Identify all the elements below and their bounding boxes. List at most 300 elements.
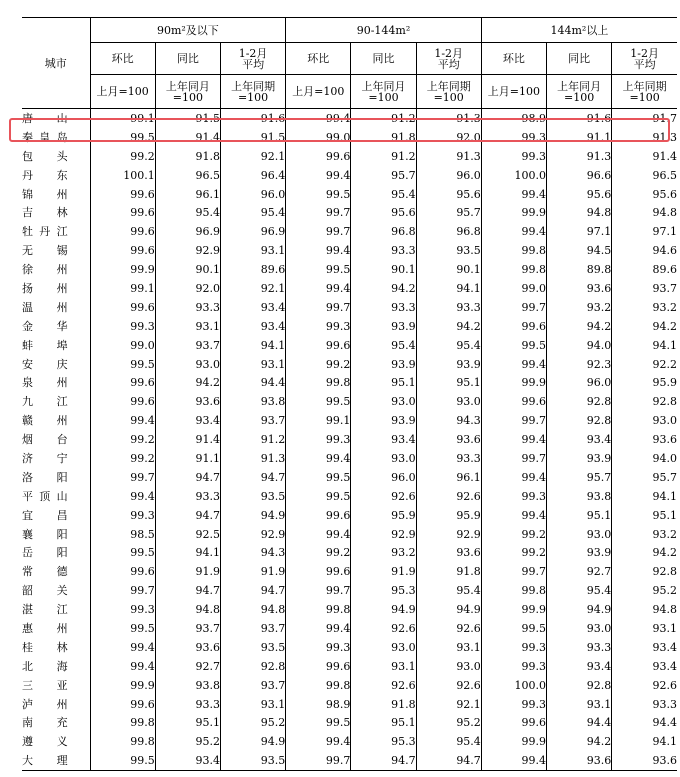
value-cell: 93.1 (612, 619, 677, 638)
value-cell: 99.0 (286, 128, 351, 147)
value-cell: 99.7 (481, 449, 546, 468)
value-cell: 94.2 (547, 317, 612, 336)
value-cell: 94.7 (220, 468, 285, 487)
value-cell: 94.3 (416, 411, 481, 430)
value-cell: 91.4 (155, 128, 220, 147)
value-cell: 94.0 (612, 449, 677, 468)
value-cell: 91.8 (155, 147, 220, 166)
value-cell: 94.3 (220, 543, 285, 562)
value-cell: 99.8 (90, 732, 155, 751)
value-cell: 93.9 (351, 411, 416, 430)
value-cell: 93.3 (416, 298, 481, 317)
value-cell: 99.3 (90, 600, 155, 619)
value-cell: 99.9 (481, 600, 546, 619)
value-cell: 94.2 (155, 373, 220, 392)
value-cell: 99.9 (90, 676, 155, 695)
value-cell: 95.2 (155, 732, 220, 751)
value-cell: 92.7 (547, 562, 612, 581)
value-cell: 94.7 (220, 581, 285, 600)
value-cell: 94.4 (220, 373, 285, 392)
value-cell: 94.2 (612, 317, 677, 336)
value-cell: 93.6 (547, 751, 612, 770)
value-cell: 93.3 (155, 487, 220, 506)
value-cell: 95.4 (220, 203, 285, 222)
value-cell: 92.6 (351, 676, 416, 695)
value-cell: 93.3 (547, 638, 612, 657)
table-row (22, 298, 677, 317)
value-cell: 99.0 (481, 279, 546, 298)
value-cell: 92.1 (416, 695, 481, 714)
value-cell: 91.1 (155, 449, 220, 468)
value-cell: 89.8 (547, 260, 612, 279)
table-row (22, 657, 677, 676)
value-cell: 92.6 (612, 676, 677, 695)
value-cell: 91.2 (220, 430, 285, 449)
value-cell: 91.7 (612, 109, 677, 128)
value-cell: 99.0 (90, 336, 155, 355)
value-cell: 96.4 (220, 166, 285, 185)
value-cell: 98.9 (481, 109, 546, 128)
value-cell: 93.6 (155, 392, 220, 411)
city-cell: 桂 林 (22, 640, 68, 654)
value-cell: 93.6 (416, 430, 481, 449)
city-cell: 丹 东 (22, 168, 68, 182)
value-cell: 94.7 (416, 751, 481, 770)
table-row (22, 373, 677, 392)
metric-header: 同比 (351, 43, 416, 75)
value-cell: 95.1 (612, 506, 677, 525)
value-cell: 97.1 (547, 222, 612, 241)
value-cell: 93.6 (612, 751, 677, 770)
value-cell: 98.5 (90, 525, 155, 544)
city-cell: 大 理 (22, 751, 90, 770)
value-cell: 94.9 (351, 600, 416, 619)
value-cell: 92.9 (351, 525, 416, 544)
value-cell: 95.2 (220, 714, 285, 733)
base-header: 上年同月 =100 (547, 75, 612, 109)
value-cell: 99.6 (286, 506, 351, 525)
value-cell: 93.3 (351, 241, 416, 260)
value-cell: 94.7 (155, 506, 220, 525)
value-cell: 93.7 (155, 619, 220, 638)
value-cell: 92.0 (155, 279, 220, 298)
value-cell: 92.1 (220, 279, 285, 298)
table-row (22, 638, 677, 657)
value-cell: 91.8 (416, 562, 481, 581)
city-cell: 包 头 (22, 149, 68, 163)
value-cell: 93.6 (547, 279, 612, 298)
table-row (22, 468, 677, 487)
value-cell: 99.6 (286, 657, 351, 676)
value-cell: 93.4 (612, 657, 677, 676)
table-row (22, 487, 677, 506)
city-cell: 锦 州 (22, 187, 68, 201)
header-row-groups (22, 18, 677, 43)
value-cell: 93.8 (155, 676, 220, 695)
value-cell: 99.3 (481, 147, 546, 166)
city-cell: 惠 州 (22, 621, 68, 635)
table-row (22, 714, 677, 733)
value-cell: 92.6 (351, 487, 416, 506)
value-cell: 91.6 (547, 109, 612, 128)
value-cell: 99.3 (481, 487, 546, 506)
table-row (22, 147, 677, 166)
metric-header: 环比 (286, 43, 351, 75)
value-cell: 96.0 (547, 373, 612, 392)
value-cell: 91.9 (220, 562, 285, 581)
value-cell: 93.0 (351, 449, 416, 468)
value-cell: 95.9 (416, 506, 481, 525)
value-cell: 95.7 (547, 468, 612, 487)
table-row (22, 392, 677, 411)
value-cell: 92.8 (612, 392, 677, 411)
table-row (22, 336, 677, 355)
group-header-large: 144m²以上 (481, 18, 677, 43)
group-header-small: 90m²及以下 (90, 18, 286, 43)
value-cell: 99.7 (286, 751, 351, 770)
value-cell: 95.6 (416, 185, 481, 204)
value-cell: 94.1 (612, 487, 677, 506)
value-cell: 93.3 (155, 298, 220, 317)
value-cell: 93.3 (351, 298, 416, 317)
value-cell: 99.4 (481, 430, 546, 449)
value-cell: 93.9 (547, 449, 612, 468)
group-header-medium: 90-144m² (286, 18, 482, 43)
base-header: 上月=100 (90, 75, 155, 109)
value-cell: 99.5 (286, 260, 351, 279)
value-cell: 92.8 (220, 657, 285, 676)
city-cell: 常 德 (22, 565, 68, 579)
value-cell: 93.2 (612, 298, 677, 317)
value-cell: 95.1 (416, 373, 481, 392)
value-cell: 99.4 (286, 732, 351, 751)
value-cell: 93.1 (155, 317, 220, 336)
value-cell: 99.6 (90, 695, 155, 714)
value-cell: 95.3 (351, 581, 416, 600)
value-cell: 99.6 (90, 373, 155, 392)
value-cell: 93.7 (612, 279, 677, 298)
value-cell: 99.7 (286, 298, 351, 317)
header-row-metrics (22, 43, 677, 75)
value-cell: 94.7 (351, 751, 416, 770)
value-cell: 99.4 (481, 355, 546, 374)
value-cell: 93.1 (220, 695, 285, 714)
city-cell: 赣 州 (22, 414, 68, 428)
city-cell: 北 海 (22, 659, 68, 673)
value-cell: 99.4 (481, 506, 546, 525)
value-cell: 92.6 (416, 619, 481, 638)
value-cell: 95.1 (351, 714, 416, 733)
value-cell: 91.3 (612, 128, 677, 147)
value-cell: 93.4 (612, 638, 677, 657)
value-cell: 99.5 (481, 336, 546, 355)
value-cell: 94.1 (416, 279, 481, 298)
value-cell: 95.9 (351, 506, 416, 525)
value-cell: 99.6 (90, 392, 155, 411)
value-cell: 94.2 (351, 279, 416, 298)
value-cell: 99.7 (90, 468, 155, 487)
table-row (22, 166, 677, 185)
value-cell: 93.5 (220, 487, 285, 506)
value-cell: 100.1 (90, 166, 155, 185)
value-cell: 99.2 (481, 543, 546, 562)
city-cell: 韶 关 (22, 584, 68, 598)
value-cell: 99.4 (481, 751, 546, 770)
value-cell: 99.2 (90, 147, 155, 166)
value-cell: 99.5 (481, 619, 546, 638)
table-row (22, 751, 677, 770)
value-cell: 95.3 (351, 732, 416, 751)
value-cell: 93.4 (547, 657, 612, 676)
value-cell: 95.6 (612, 185, 677, 204)
value-cell: 95.4 (416, 581, 481, 600)
value-cell: 99.6 (286, 147, 351, 166)
value-cell: 93.0 (547, 525, 612, 544)
table-row (22, 506, 677, 525)
value-cell: 99.4 (90, 487, 155, 506)
value-cell: 99.1 (90, 279, 155, 298)
value-cell: 93.0 (155, 355, 220, 374)
value-cell: 99.4 (286, 279, 351, 298)
value-cell: 99.4 (90, 638, 155, 657)
value-cell: 93.4 (155, 751, 220, 770)
table-row (22, 562, 677, 581)
table-row (22, 449, 677, 468)
value-cell: 99.8 (481, 581, 546, 600)
value-cell: 99.3 (481, 657, 546, 676)
value-cell: 93.0 (416, 392, 481, 411)
value-cell: 95.7 (416, 203, 481, 222)
table-row (22, 543, 677, 562)
base-header: 上年同期 =100 (612, 75, 677, 109)
value-cell: 92.0 (416, 128, 481, 147)
value-cell: 90.1 (155, 260, 220, 279)
value-cell: 93.0 (547, 619, 612, 638)
table-row (22, 600, 677, 619)
value-cell: 93.2 (351, 543, 416, 562)
value-cell: 93.3 (416, 449, 481, 468)
value-cell: 96.1 (416, 468, 481, 487)
value-cell: 95.4 (416, 336, 481, 355)
value-cell: 94.9 (416, 600, 481, 619)
value-cell: 95.4 (547, 581, 612, 600)
value-cell: 91.4 (612, 147, 677, 166)
table-row (22, 260, 677, 279)
value-cell: 94.9 (220, 506, 285, 525)
value-cell: 95.6 (547, 185, 612, 204)
value-cell: 95.9 (612, 373, 677, 392)
value-cell: 94.8 (612, 203, 677, 222)
value-cell: 95.2 (612, 581, 677, 600)
value-cell: 93.0 (351, 638, 416, 657)
value-cell: 99.1 (286, 411, 351, 430)
value-cell: 99.5 (90, 128, 155, 147)
table-row (22, 411, 677, 430)
value-cell: 94.5 (547, 241, 612, 260)
value-cell: 94.8 (155, 600, 220, 619)
metric-header: 1-2月 平均 (612, 43, 677, 75)
value-cell: 99.6 (481, 392, 546, 411)
value-cell: 94.8 (220, 600, 285, 619)
value-cell: 99.8 (481, 260, 546, 279)
value-cell: 91.2 (351, 109, 416, 128)
value-cell: 92.3 (547, 355, 612, 374)
value-cell: 92.8 (547, 676, 612, 695)
value-cell: 93.0 (351, 392, 416, 411)
metric-header: 环比 (481, 43, 546, 75)
value-cell: 93.7 (220, 411, 285, 430)
value-cell: 96.9 (155, 222, 220, 241)
value-cell: 99.9 (90, 260, 155, 279)
value-cell: 93.1 (547, 695, 612, 714)
price-index-table (22, 17, 677, 771)
table-row (22, 695, 677, 714)
value-cell: 93.1 (220, 355, 285, 374)
value-cell: 94.1 (612, 336, 677, 355)
table-row (22, 279, 677, 298)
city-cell: 湛 江 (22, 603, 68, 617)
value-cell: 94.1 (220, 336, 285, 355)
table-row (22, 203, 677, 222)
value-cell: 99.8 (286, 676, 351, 695)
value-cell: 99.4 (286, 619, 351, 638)
value-cell: 99.5 (286, 185, 351, 204)
city-cell: 徐 州 (22, 263, 68, 277)
value-cell: 99.9 (481, 732, 546, 751)
value-cell: 92.2 (612, 355, 677, 374)
value-cell: 99.4 (481, 468, 546, 487)
value-cell: 99.7 (90, 581, 155, 600)
value-cell: 99.4 (286, 166, 351, 185)
value-cell: 93.3 (612, 695, 677, 714)
table-row (22, 525, 677, 544)
city-cell: 襄 阳 (22, 527, 68, 541)
value-cell: 95.1 (547, 506, 612, 525)
value-cell: 94.1 (155, 543, 220, 562)
value-cell: 99.4 (286, 525, 351, 544)
value-cell: 95.4 (351, 185, 416, 204)
city-cell: 无 锡 (22, 244, 68, 258)
value-cell: 90.1 (416, 260, 481, 279)
table-row (22, 732, 677, 751)
value-cell: 95.1 (351, 373, 416, 392)
value-cell: 96.5 (155, 166, 220, 185)
value-cell: 91.8 (351, 128, 416, 147)
value-cell: 99.6 (90, 241, 155, 260)
city-cell: 九 江 (22, 395, 68, 409)
value-cell: 95.1 (155, 714, 220, 733)
value-cell: 100.0 (481, 676, 546, 695)
value-cell: 99.4 (286, 109, 351, 128)
value-cell: 91.9 (351, 562, 416, 581)
city-cell: 唐 山 (22, 111, 68, 125)
value-cell: 99.9 (481, 373, 546, 392)
value-cell: 94.2 (547, 732, 612, 751)
base-header: 上月=100 (481, 75, 546, 109)
value-cell: 89.6 (612, 260, 677, 279)
value-cell: 91.1 (547, 128, 612, 147)
value-cell: 99.7 (481, 562, 546, 581)
value-cell: 91.3 (547, 147, 612, 166)
value-cell: 94.2 (612, 543, 677, 562)
value-cell: 96.8 (351, 222, 416, 241)
value-cell: 93.9 (416, 355, 481, 374)
value-cell: 92.6 (416, 487, 481, 506)
value-cell: 93.7 (220, 619, 285, 638)
value-cell: 95.4 (155, 203, 220, 222)
value-cell: 92.9 (416, 525, 481, 544)
value-cell: 99.5 (90, 751, 155, 770)
value-cell: 93.9 (547, 543, 612, 562)
value-cell: 94.1 (612, 732, 677, 751)
metric-header: 同比 (155, 43, 220, 75)
value-cell: 99.4 (90, 411, 155, 430)
value-cell: 99.3 (286, 430, 351, 449)
value-cell: 99.6 (481, 714, 546, 733)
city-cell: 秦 皇 岛 (22, 130, 68, 144)
value-cell: 92.1 (220, 147, 285, 166)
value-cell: 93.6 (416, 543, 481, 562)
value-cell: 95.2 (416, 714, 481, 733)
value-cell: 99.3 (90, 506, 155, 525)
city-cell: 平 顶 山 (22, 489, 68, 503)
value-cell: 95.6 (351, 203, 416, 222)
value-cell: 93.1 (351, 657, 416, 676)
city-cell: 遵 义 (22, 735, 68, 749)
value-cell: 99.6 (90, 185, 155, 204)
value-cell: 99.7 (286, 581, 351, 600)
value-cell: 94.8 (547, 203, 612, 222)
city-cell: 安 庆 (22, 357, 68, 371)
value-cell: 93.4 (155, 411, 220, 430)
value-cell: 99.3 (481, 638, 546, 657)
city-cell: 吉 林 (22, 206, 68, 220)
value-cell: 92.7 (155, 657, 220, 676)
value-cell: 94.0 (547, 336, 612, 355)
value-cell: 91.3 (416, 147, 481, 166)
value-cell: 96.6 (547, 166, 612, 185)
value-cell: 93.0 (612, 411, 677, 430)
value-cell: 99.5 (90, 543, 155, 562)
value-cell: 93.1 (220, 241, 285, 260)
value-cell: 93.4 (220, 317, 285, 336)
value-cell: 92.9 (220, 525, 285, 544)
value-cell: 93.2 (612, 525, 677, 544)
base-header: 上年同期 =100 (220, 75, 285, 109)
value-cell: 93.6 (155, 638, 220, 657)
value-cell: 94.9 (547, 600, 612, 619)
value-cell: 99.4 (286, 449, 351, 468)
metric-header: 同比 (547, 43, 612, 75)
value-cell: 99.3 (286, 317, 351, 336)
value-cell: 93.7 (155, 336, 220, 355)
value-cell: 100.0 (481, 166, 546, 185)
value-cell: 99.6 (90, 222, 155, 241)
value-cell: 99.7 (481, 411, 546, 430)
value-cell: 99.5 (286, 714, 351, 733)
value-cell: 92.6 (416, 676, 481, 695)
header-row-bases (22, 75, 677, 109)
value-cell: 92.8 (547, 411, 612, 430)
value-cell: 99.4 (481, 185, 546, 204)
value-cell: 99.8 (90, 714, 155, 733)
value-cell: 93.8 (547, 487, 612, 506)
value-cell: 99.3 (481, 128, 546, 147)
value-cell: 93.3 (155, 695, 220, 714)
value-cell: 91.5 (220, 128, 285, 147)
table-row (22, 222, 677, 241)
value-cell: 94.8 (612, 600, 677, 619)
